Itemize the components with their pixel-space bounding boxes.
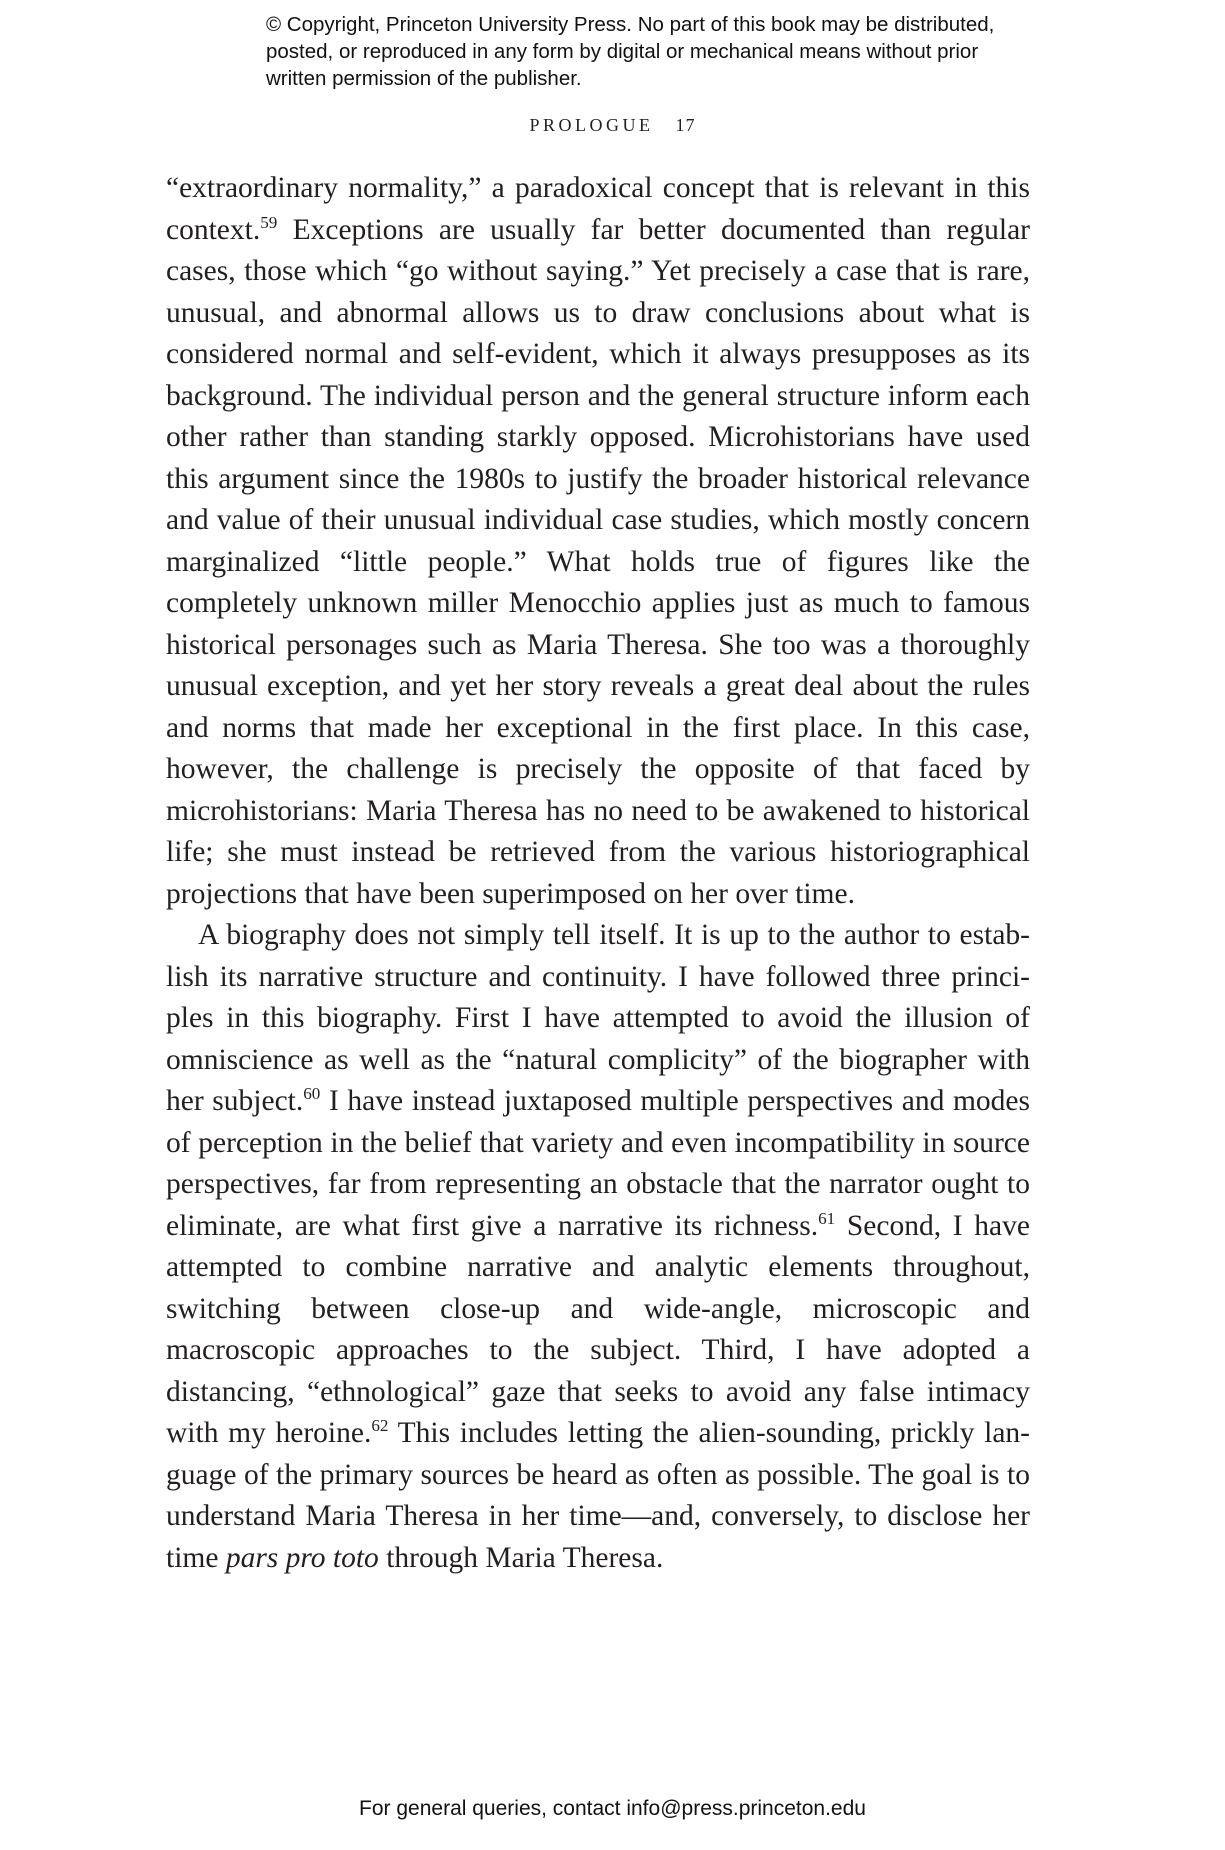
running-head-section: PROLOGUE <box>529 115 654 135</box>
text-run: through Maria Theresa. <box>378 1541 664 1574</box>
footer-contact: For general queries, contact info@press.princeton.edu <box>359 1797 866 1820</box>
footnote-ref-59: 59 <box>260 212 278 232</box>
running-head <box>0 115 1225 136</box>
footnote-ref-61: 61 <box>818 1208 836 1228</box>
paragraph-1 <box>166 168 1030 915</box>
footnote-ref-62: 62 <box>371 1415 389 1435</box>
page-number: 17 <box>675 115 696 135</box>
text-run: Exceptions are usually far better documented than regular cases, those which “go without saying.” Yet precisely a case that is rare, unusual, and abnormal allows us to draw conclusions about what is considered normal and self-evident, which it always presupposes as its background. The individual person and the general structure inform each other rather than standing starkly opposed. Microhistorians have used this argument since the 1980s to justify the broader historical relevance and value of their unusual individual case studies, which mostly concern marginalized “little people.” What holds true of figures like the completely unknown miller Menocchio applies just as much to famous historical personages such as Maria Theresa. She too was a thoroughly unusual exception, and yet her story reveals a great deal about the rules and norms that made her exceptional in the first place. In this case, however, the challenge is precisely the opposite of that faced by microhistorians: Maria Theresa has no need to be awakened to historical life; she must instead be retrieved from the various historiographical projections that have been superimposed on her over time. <box>166 213 1030 910</box>
italic-phrase: pars pro toto <box>225 1541 379 1574</box>
footnote-ref-60: 60 <box>303 1083 321 1103</box>
text-run: “extraordinary normality,” a paradoxical concept that is relevant in this context. <box>166 172 1030 246</box>
paragraph-2 <box>166 915 1030 1579</box>
copyright-notice: © Copyright, Princeton University Press. No part of this book may be distributed, posted, or reproduced in any form by digital or mechanical means without prior written permission of the publisher. <box>266 13 995 90</box>
body-text <box>166 168 1030 1579</box>
text-run: Second, I have attempted to combine narrative and analytic elements throughout, switching between close-up and wide-angle, microscopic and macroscopic approaches to the subject. Third, I have adopted a distancing, “ethnological” gaze that seeks to avoid any false intimacy with my heroine. <box>166 1209 1030 1449</box>
text-run: A biography does not simply tell itself. It is up to the author to establish its narrative structure and continuity. I have followed three principles in this biography. First I have attempted to avoid the illusion of omniscience as well as the “natural complicity” of the biographer with her subject. <box>166 919 1030 1117</box>
text-run: This includes letting the alien-sounding, prickly language of the primary sources be heard as often as possible. The goal is to understand Maria Theresa in her time—and, conversely, to disclose her time <box>166 1417 1030 1574</box>
text-run: I have instead juxtaposed multiple perspectives and modes of perception in the belief that variety and even incompatibility in source perspectives, far from representing an obstacle that the narrator ought to eliminate, are what first give a narrative its richness. <box>166 1085 1030 1242</box>
